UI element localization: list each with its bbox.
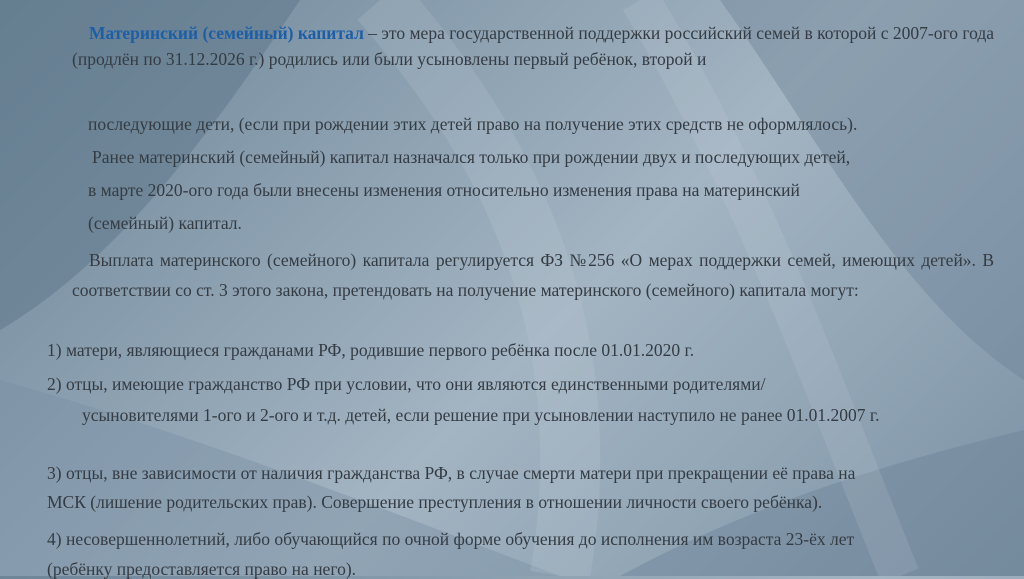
list-item-4-line2: (ребёнку предоставляется право на него). xyxy=(47,559,357,579)
intro-text: – это мера государственной поддержки российский семей в которой с 2007-ого года (продлён по 31.12.2026 г.) родились или были усыновлены первый ребёнок, второй и xyxy=(72,23,994,69)
intro-paragraph xyxy=(72,20,994,72)
list-item-3-line2: МСК (лишение родительских прав). Совершение преступления в отношении личности своего ребёнка). xyxy=(47,492,823,512)
para2-line2: в марте 2020-ого года были внесены изменения относительно изменения права на материнский xyxy=(88,180,800,200)
list-item-3-line1: 3) отцы, вне зависимости от наличия гражданства РФ, в случае смерти матери при прекращении её права на xyxy=(47,463,856,483)
para2-line3: (семейный) капитал. xyxy=(88,213,242,233)
list-item-4-line1: 4) несовершеннолетний, либо обучающийся по очной форме обучения до исполнения им возраста 23-ёх лет xyxy=(47,529,855,549)
intro-continuation: последующие дети, (если при рождении этих детей право на получение этих средств не оформлялось). xyxy=(88,114,858,134)
law-paragraph: Выплата материнского (семейного) капитала регулируется ФЗ №256 «О мерах поддержки семей, имеющих детей». В соответствии со ст. 3 этого закона, претендовать на получение материнского (семейного) капитала могут: xyxy=(72,250,994,300)
list-item-1: 1) матери, являющиеся гражданами РФ, родившие первого ребёнка после 01.01.2020 г. xyxy=(47,340,695,360)
para2-line1: Ранее материнский (семейный) капитал назначался только при рождении двух и последующих детей, xyxy=(92,147,851,167)
list-item-2-line1: 2) отцы, имеющие гражданство РФ при условии, что они являются единственными родителями/ xyxy=(47,374,766,394)
term-highlight: Материнский (семейный) капитал xyxy=(89,23,364,43)
list-item-2-line2: усыновителями 1-ого и 2-ого и т.д. детей, если решение при усыновлении наступило не ранее 01.01.2007 г. xyxy=(82,405,880,425)
